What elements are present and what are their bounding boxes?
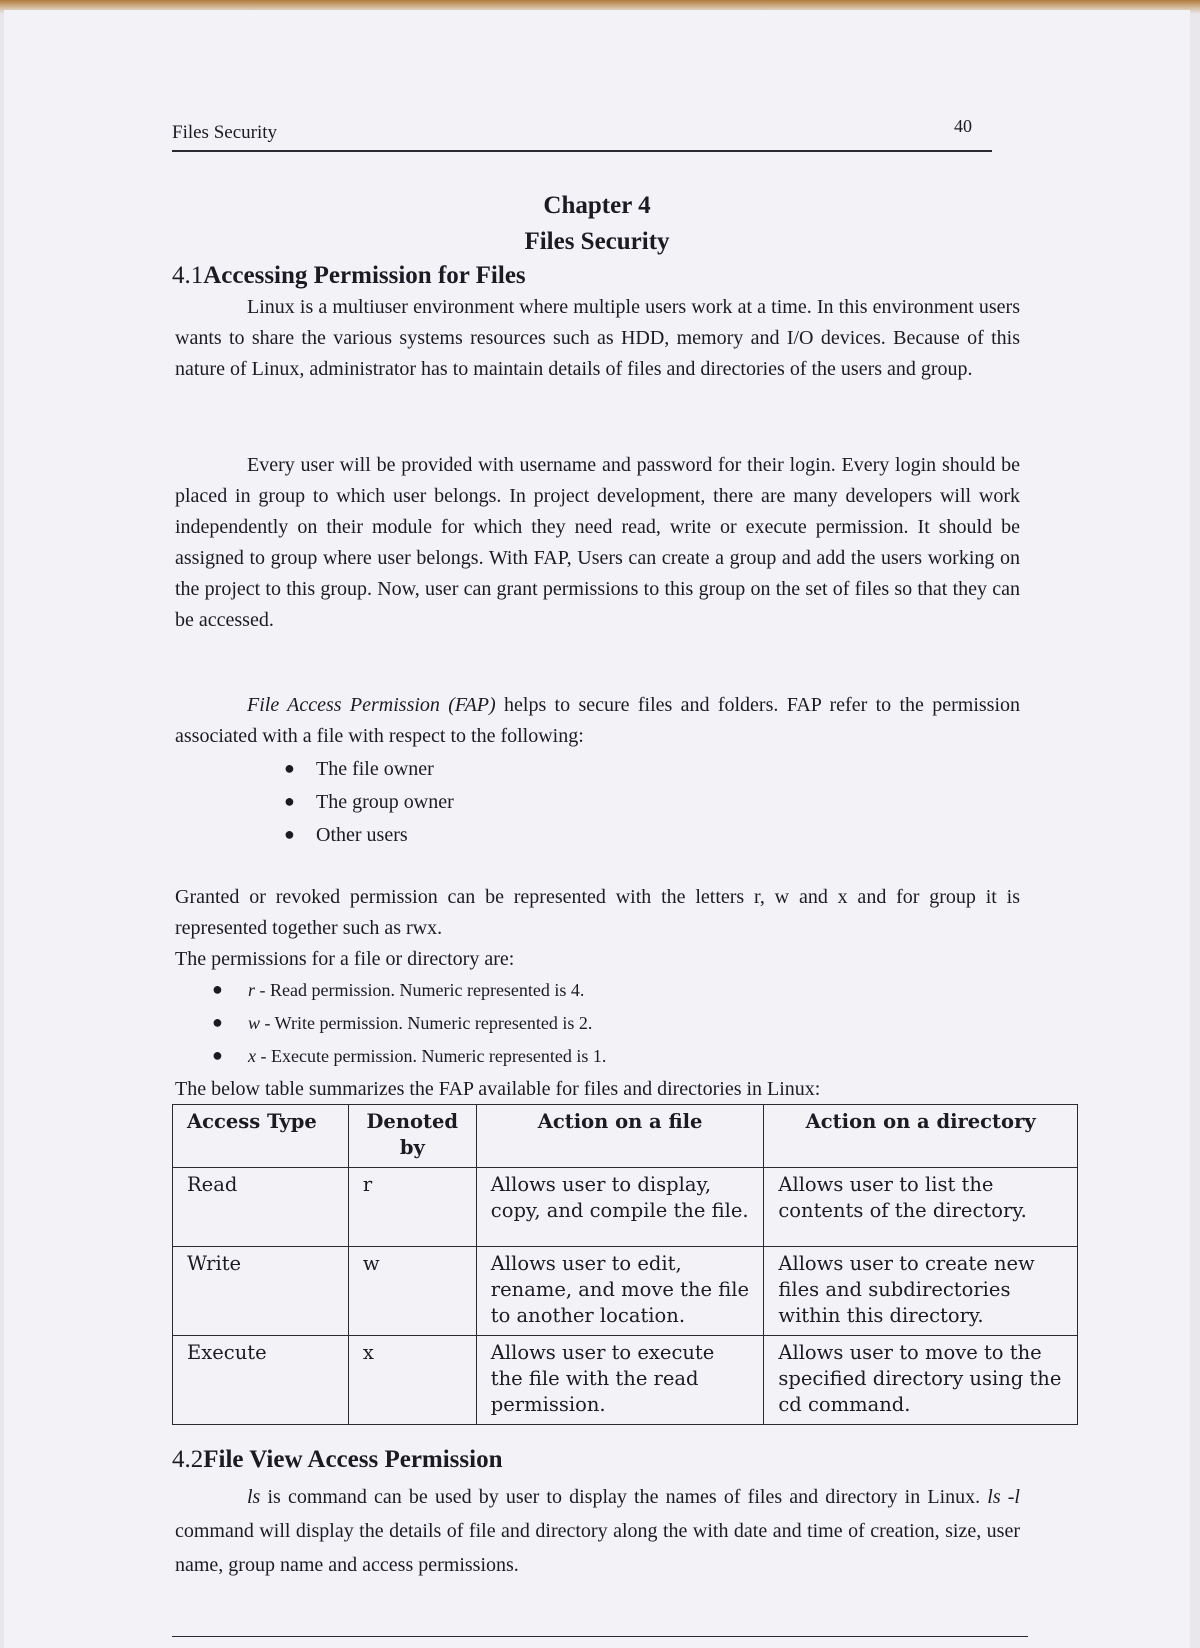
table-cell: Read: [173, 1168, 349, 1247]
column-header: Action on a file: [476, 1105, 764, 1168]
table-cell: Allows user to display, copy, and compile the file.: [476, 1168, 764, 1247]
permission-text: - Read permission. Numeric represented is 4.: [255, 980, 585, 1000]
running-header: [172, 116, 992, 152]
paragraph: Granted or revoked permission can be represented with the letters r, w and x and for group it is represented together such as rwx.: [175, 886, 1020, 939]
bullet-icon: ●: [212, 1045, 223, 1065]
section-number: 4.2: [172, 1446, 204, 1473]
list-item: [284, 791, 454, 824]
section-title: File View Access Permission: [203, 1446, 503, 1473]
bullet-icon: ●: [284, 824, 295, 844]
fap-term: File Access Permission (FAP): [247, 694, 496, 716]
paragraph-text: is command can be used by user to display the names of files and directory in Linux.: [260, 1486, 988, 1508]
paragraph: Linux is a multiuser environment where multiple users work at a time. In this environment users wants to share the various systems resources such as HDD, memory and I/O devices. Because of this nature of Linux, administrator has to maintain details of files and directories of the users and group.: [175, 296, 1020, 380]
bullet-icon: ●: [212, 1012, 223, 1032]
command-ls-l: ls -l: [987, 1486, 1020, 1508]
table-cell: r: [348, 1168, 476, 1247]
list-item: [212, 979, 606, 1013]
table-cell: Execute: [173, 1336, 349, 1425]
permission-text: - Execute permission. Numeric represented is 1.: [256, 1046, 607, 1066]
table-cell: Allows user to list the contents of the directory.: [764, 1168, 1078, 1247]
list-item-text: The group owner: [316, 791, 454, 813]
list-item: [284, 758, 454, 791]
table-cell: Write: [173, 1247, 349, 1336]
column-header: Action on a directory: [764, 1105, 1078, 1168]
header-title: Files Security: [172, 122, 278, 143]
permission-list: [212, 979, 607, 1079]
chapter-title: Chapter 4: [543, 192, 651, 219]
table-cell: Allows user to execute the file with the read permission.: [476, 1336, 764, 1425]
table-header-row: [173, 1105, 1078, 1168]
permission-letter: r: [248, 980, 256, 1000]
list-item: [284, 824, 454, 857]
bullet-icon: ●: [284, 791, 295, 811]
section-title: Accessing Permission for Files: [203, 262, 526, 289]
permission-letter: w: [248, 1013, 261, 1033]
table-cell: Allows user to create new files and subdirectories within this directory.: [764, 1247, 1078, 1336]
section-number: 4.1: [172, 262, 204, 289]
chapter-subtitle: Files Security: [524, 228, 670, 255]
paragraph: Every user will be provided with username and password for their login. Every login should be placed in group to which user belongs. In project development, there are many developers will work independently on their module for which they need read, write or execute permission. It should be assigned to group where user belongs. With FAP, Users can create a group and add the users working on the project to this group. Now, user can grant permissions to this group on the set of files so that they can be accessed.: [175, 454, 1020, 631]
column-header: Denoted by: [348, 1105, 476, 1168]
table-row: [173, 1336, 1078, 1425]
table-intro: The below table summarizes the FAP available for files and directories in Linux:: [175, 1078, 821, 1100]
bullet-icon: ●: [284, 758, 295, 778]
permission-letter: x: [248, 1046, 256, 1066]
paragraph-text: helps to secure files and folders. FAP refer to the permission associated with a file with respect to the following:: [175, 694, 1021, 747]
list-item: [212, 1012, 606, 1046]
permissions-intro: The permissions for a file or directory are:: [175, 948, 515, 970]
table-row: [173, 1247, 1078, 1336]
footer-rule: [172, 1636, 1028, 1637]
list-item-text: The file owner: [316, 758, 434, 780]
command-ls: ls: [247, 1486, 261, 1508]
column-header: Access Type: [173, 1105, 349, 1168]
table-cell: Allows user to move to the specified directory using the cd command.: [764, 1336, 1078, 1425]
list-item-text: Other users: [316, 824, 408, 846]
page-number: 40: [954, 116, 972, 136]
table-cell: x: [348, 1336, 476, 1425]
paragraph: [175, 690, 1020, 752]
owner-list: [284, 758, 454, 857]
table-cell: Allows user to edit, rename, and move the file to another location.: [476, 1247, 764, 1336]
permission-text: - Write permission. Numeric represented is 2.: [260, 1013, 593, 1033]
table-cell: w: [348, 1247, 476, 1336]
bullet-icon: ●: [212, 979, 223, 999]
table-row: [173, 1168, 1078, 1247]
paragraph: [175, 1480, 1020, 1582]
section-heading-4-2: [172, 1446, 503, 1474]
section-heading-4-1: [172, 262, 526, 290]
paragraph-text: command will display the details of file and directory along the with date and time of creation, size, user name, group name and access permissions.: [175, 1520, 1020, 1576]
list-item: [212, 1045, 607, 1079]
fap-table: [172, 1104, 1078, 1425]
